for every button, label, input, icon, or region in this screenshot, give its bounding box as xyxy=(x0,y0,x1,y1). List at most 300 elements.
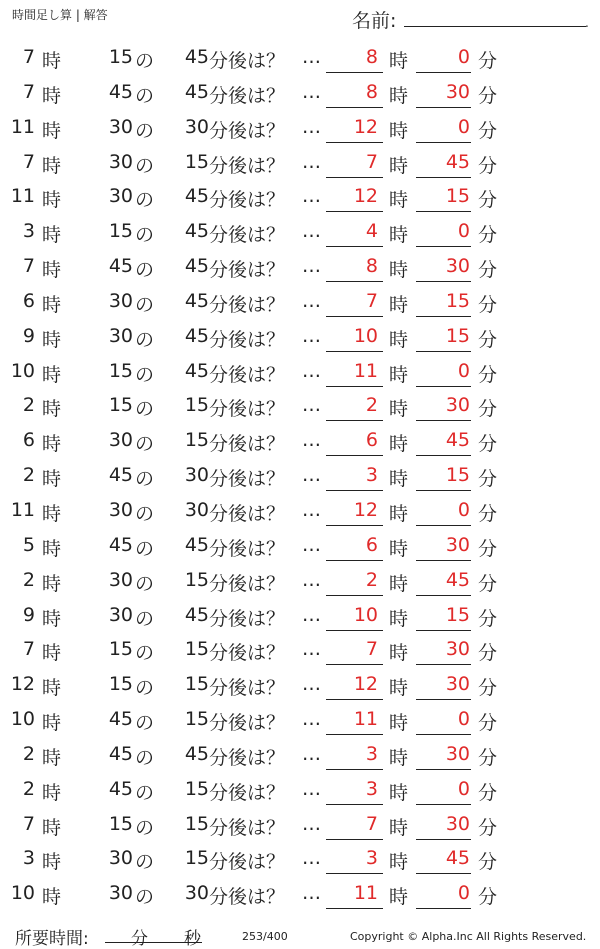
minute-label: 分 xyxy=(478,468,498,491)
answer-hour: 6 xyxy=(365,429,378,452)
hour-label: 時 xyxy=(42,607,62,630)
after-label: 分後は？ xyxy=(209,816,286,839)
problem-row xyxy=(0,40,600,75)
start-minute: 30 xyxy=(108,185,133,208)
answer-hour-line xyxy=(326,455,383,456)
name-field-end: . xyxy=(585,16,589,30)
answer-minute-line xyxy=(416,420,471,421)
particle-label: の xyxy=(135,781,155,804)
hour-label: 時 xyxy=(389,886,409,909)
added-minutes: 45 xyxy=(184,289,209,312)
problem-row xyxy=(0,632,600,667)
answer-minute: 0 xyxy=(457,359,470,382)
ellipsis: … xyxy=(302,498,321,521)
answer-hour: 12 xyxy=(353,498,378,521)
hour-label: 時 xyxy=(42,816,62,839)
ellipsis: … xyxy=(302,847,321,870)
page-number: 253/400 xyxy=(242,930,288,943)
start-minute: 15 xyxy=(108,638,133,661)
added-minutes: 45 xyxy=(184,80,209,103)
after-label: 分後は？ xyxy=(209,84,286,107)
start-minute: 30 xyxy=(108,289,133,312)
answer-hour-line xyxy=(326,769,383,770)
hour-label: 時 xyxy=(389,781,409,804)
added-minutes: 45 xyxy=(184,185,209,208)
problem-row xyxy=(0,667,600,702)
start-hour: 7 xyxy=(22,812,35,835)
hour-label: 時 xyxy=(42,468,62,491)
particle-label: の xyxy=(135,468,155,491)
minute-label: 分 xyxy=(478,886,498,909)
ellipsis: … xyxy=(302,464,321,487)
added-minutes: 45 xyxy=(184,742,209,765)
ellipsis: … xyxy=(302,46,321,68)
answer-minute-line xyxy=(416,769,471,770)
start-minute: 45 xyxy=(108,742,133,765)
ellipsis: … xyxy=(302,394,321,417)
added-minutes: 45 xyxy=(184,46,209,68)
answer-hour-line xyxy=(326,664,383,665)
ellipsis: … xyxy=(302,220,321,243)
added-minutes: 45 xyxy=(184,255,209,278)
start-minute: 45 xyxy=(108,255,133,278)
particle-label: の xyxy=(135,746,155,769)
answer-minute-line xyxy=(416,490,471,491)
start-hour: 9 xyxy=(22,324,35,347)
after-label: 分後は？ xyxy=(209,781,286,804)
answer-minute-line xyxy=(416,246,471,247)
answer-hour: 3 xyxy=(365,777,378,800)
minute-label: 分 xyxy=(478,154,498,177)
answer-hour-line xyxy=(326,525,383,526)
answer-minute-line xyxy=(416,804,471,805)
ellipsis: … xyxy=(302,289,321,312)
start-minute: 30 xyxy=(108,882,133,905)
start-hour: 2 xyxy=(22,777,35,800)
start-minute: 45 xyxy=(108,777,133,800)
answer-hour: 7 xyxy=(365,812,378,835)
start-minute: 45 xyxy=(108,80,133,103)
added-minutes: 15 xyxy=(184,394,209,417)
problem-row xyxy=(0,75,600,110)
ellipsis: … xyxy=(302,708,321,731)
particle-label: の xyxy=(135,398,155,421)
added-minutes: 30 xyxy=(184,882,209,905)
particle-label: の xyxy=(135,363,155,386)
answer-hour: 6 xyxy=(365,533,378,556)
answer-hour-line xyxy=(326,595,383,596)
answer-minute-line xyxy=(416,908,471,909)
after-label: 分後は？ xyxy=(209,572,286,595)
hour-label: 時 xyxy=(389,746,409,769)
hour-label: 時 xyxy=(42,84,62,107)
start-minute: 30 xyxy=(108,324,133,347)
answer-minute-line xyxy=(416,664,471,665)
answer-hour-line xyxy=(326,316,383,317)
hour-label: 時 xyxy=(389,119,409,142)
answer-minute-line xyxy=(416,72,471,73)
hour-label: 時 xyxy=(389,363,409,386)
answer-minute: 0 xyxy=(457,777,470,800)
added-minutes: 30 xyxy=(184,498,209,521)
start-minute: 45 xyxy=(108,708,133,731)
hour-label: 時 xyxy=(42,851,62,874)
ellipsis: … xyxy=(302,324,321,347)
start-hour: 5 xyxy=(22,533,35,556)
answer-minute: 15 xyxy=(445,185,470,208)
answer-minute-line xyxy=(416,351,471,352)
copyright: Copyright © Alpha.Inc All Rights Reserved. xyxy=(350,930,587,943)
ellipsis: … xyxy=(302,359,321,382)
answer-minute-line xyxy=(416,211,471,212)
after-label: 分後は？ xyxy=(209,746,286,769)
start-hour: 6 xyxy=(22,429,35,452)
particle-label: の xyxy=(135,851,155,874)
hour-label: 時 xyxy=(42,502,62,525)
time-required-label: 所要時間: xyxy=(15,929,89,949)
start-hour: 7 xyxy=(22,46,35,68)
start-hour: 10 xyxy=(10,882,35,905)
minute-label: 分 xyxy=(478,398,498,421)
problem-list xyxy=(0,40,600,911)
hour-label: 時 xyxy=(389,607,409,630)
name-field-line[interactable] xyxy=(404,26,586,27)
start-minute: 30 xyxy=(108,568,133,591)
hour-label: 時 xyxy=(42,189,62,212)
hour-label: 時 xyxy=(389,84,409,107)
answer-hour: 10 xyxy=(353,324,378,347)
hour-label: 時 xyxy=(42,886,62,909)
after-label: 分後は？ xyxy=(209,677,286,700)
hour-label: 時 xyxy=(389,816,409,839)
answer-hour-line xyxy=(326,386,383,387)
answer-hour-line xyxy=(326,72,383,73)
start-minute: 30 xyxy=(108,603,133,626)
ellipsis: … xyxy=(302,603,321,626)
answer-hour-line xyxy=(326,177,383,178)
after-label: 分後は？ xyxy=(209,712,286,735)
start-minute: 15 xyxy=(108,46,133,68)
added-minutes: 15 xyxy=(184,708,209,731)
particle-label: の xyxy=(135,433,155,456)
answer-hour-line xyxy=(326,490,383,491)
minute-label: 分 xyxy=(478,642,498,665)
minute-label: 分 xyxy=(478,328,498,351)
answer-hour-line xyxy=(326,630,383,631)
answer-minute: 30 xyxy=(445,812,470,835)
answer-minute-line xyxy=(416,177,471,178)
answer-minute: 0 xyxy=(457,882,470,905)
answer-hour: 4 xyxy=(365,220,378,243)
problem-row xyxy=(0,179,600,214)
minute-label: 分 xyxy=(478,781,498,804)
minute-label: 分 xyxy=(478,746,498,769)
minute-label: 分 xyxy=(478,851,498,874)
start-hour: 6 xyxy=(22,289,35,312)
start-minute: 15 xyxy=(108,394,133,417)
added-minutes: 15 xyxy=(184,150,209,173)
answer-minute-line xyxy=(416,386,471,387)
answer-minute-line xyxy=(416,455,471,456)
start-minute: 15 xyxy=(108,812,133,835)
added-minutes: 15 xyxy=(184,673,209,696)
added-minutes: 15 xyxy=(184,847,209,870)
answer-hour: 8 xyxy=(365,46,378,68)
start-minute: 30 xyxy=(108,115,133,138)
answer-hour: 10 xyxy=(353,603,378,626)
added-minutes: 30 xyxy=(184,115,209,138)
answer-hour-line xyxy=(326,420,383,421)
answer-minute: 45 xyxy=(445,150,470,173)
start-minute: 45 xyxy=(108,533,133,556)
hour-label: 時 xyxy=(42,712,62,735)
answer-minute-line xyxy=(416,107,471,108)
hour-label: 時 xyxy=(42,293,62,316)
start-hour: 3 xyxy=(22,847,35,870)
added-minutes: 45 xyxy=(184,359,209,382)
problem-row xyxy=(0,702,600,737)
answer-minute: 30 xyxy=(445,394,470,417)
problem-row xyxy=(0,423,600,458)
minute-label: 分 xyxy=(478,363,498,386)
ellipsis: … xyxy=(302,255,321,278)
minute-label: 分 xyxy=(478,189,498,212)
ellipsis: … xyxy=(302,777,321,800)
answer-hour-line xyxy=(326,873,383,874)
hour-label: 時 xyxy=(42,746,62,769)
answer-minute: 30 xyxy=(445,533,470,556)
problem-row xyxy=(0,876,600,911)
answer-hour: 7 xyxy=(365,150,378,173)
answer-hour: 3 xyxy=(365,742,378,765)
answer-hour: 7 xyxy=(365,289,378,312)
problem-row xyxy=(0,807,600,842)
answer-hour: 11 xyxy=(353,359,378,382)
minute-label: 分 xyxy=(478,816,498,839)
particle-label: の xyxy=(135,154,155,177)
answer-minute-line xyxy=(416,839,471,840)
problem-row xyxy=(0,145,600,180)
ellipsis: … xyxy=(302,812,321,835)
start-hour: 2 xyxy=(22,394,35,417)
added-minutes: 15 xyxy=(184,777,209,800)
start-minute: 15 xyxy=(108,220,133,243)
after-label: 分後は？ xyxy=(209,50,286,72)
minute-label: 分 xyxy=(478,537,498,560)
answer-minute-line xyxy=(416,560,471,561)
problem-row xyxy=(0,772,600,807)
particle-label: の xyxy=(135,502,155,525)
added-minutes: 45 xyxy=(184,603,209,626)
answer-hour: 12 xyxy=(353,185,378,208)
answer-minute-line xyxy=(416,525,471,526)
answer-hour-line xyxy=(326,246,383,247)
answer-minute: 45 xyxy=(445,429,470,452)
start-hour: 7 xyxy=(22,638,35,661)
ellipsis: … xyxy=(302,882,321,905)
ellipsis: … xyxy=(302,150,321,173)
start-hour: 11 xyxy=(10,115,35,138)
problem-row xyxy=(0,388,600,423)
answer-minute: 0 xyxy=(457,498,470,521)
answer-hour: 7 xyxy=(365,638,378,661)
minute-label: 分 xyxy=(478,502,498,525)
worksheet-title: 時間足し算 | 解答 xyxy=(12,8,108,22)
after-label: 分後は？ xyxy=(209,328,286,351)
minute-label: 分 xyxy=(478,677,498,700)
problem-row xyxy=(0,563,600,598)
hour-label: 時 xyxy=(389,154,409,177)
hour-label: 時 xyxy=(389,677,409,700)
added-minutes: 15 xyxy=(184,638,209,661)
added-minutes: 45 xyxy=(184,324,209,347)
hour-label: 時 xyxy=(42,119,62,142)
answer-minute: 15 xyxy=(445,289,470,312)
answer-hour-line xyxy=(326,142,383,143)
answer-minute-line xyxy=(416,630,471,631)
answer-hour: 2 xyxy=(365,394,378,417)
problem-row xyxy=(0,841,600,876)
answer-minute: 0 xyxy=(457,46,470,68)
answer-minute: 45 xyxy=(445,568,470,591)
particle-label: の xyxy=(135,677,155,700)
answer-hour: 8 xyxy=(365,255,378,278)
after-label: 分後は？ xyxy=(209,468,286,491)
ellipsis: … xyxy=(302,568,321,591)
particle-label: の xyxy=(135,572,155,595)
start-minute: 45 xyxy=(108,464,133,487)
particle-label: の xyxy=(135,189,155,212)
hour-label: 時 xyxy=(42,50,62,72)
problem-row xyxy=(0,214,600,249)
minute-label: 分 xyxy=(478,259,498,282)
ellipsis: … xyxy=(302,80,321,103)
problem-row xyxy=(0,598,600,633)
answer-hour-line xyxy=(326,699,383,700)
answer-hour-line xyxy=(326,908,383,909)
hour-label: 時 xyxy=(389,398,409,421)
hour-label: 時 xyxy=(42,642,62,665)
particle-label: の xyxy=(135,293,155,316)
start-hour: 2 xyxy=(22,568,35,591)
added-minutes: 15 xyxy=(184,812,209,835)
hour-label: 時 xyxy=(389,328,409,351)
start-hour: 3 xyxy=(22,220,35,243)
answer-minute: 15 xyxy=(445,324,470,347)
ellipsis: … xyxy=(302,638,321,661)
ellipsis: … xyxy=(302,533,321,556)
name-label: 名前: xyxy=(352,10,397,32)
problem-row xyxy=(0,319,600,354)
hour-label: 時 xyxy=(42,363,62,386)
hour-label: 時 xyxy=(42,781,62,804)
start-hour: 2 xyxy=(22,742,35,765)
start-minute: 15 xyxy=(108,673,133,696)
start-minute: 30 xyxy=(108,498,133,521)
answer-hour-line xyxy=(326,107,383,108)
hour-label: 時 xyxy=(389,642,409,665)
after-label: 分後は？ xyxy=(209,537,286,560)
problem-row xyxy=(0,284,600,319)
start-minute: 30 xyxy=(108,847,133,870)
answer-hour: 8 xyxy=(365,80,378,103)
hour-label: 時 xyxy=(42,154,62,177)
answer-minute: 30 xyxy=(445,673,470,696)
answer-minute: 30 xyxy=(445,742,470,765)
answer-hour-line xyxy=(326,839,383,840)
hour-label: 時 xyxy=(389,293,409,316)
start-hour: 7 xyxy=(22,80,35,103)
minute-label: 分 xyxy=(478,433,498,456)
hour-label: 時 xyxy=(389,572,409,595)
answer-hour-line xyxy=(326,804,383,805)
particle-label: の xyxy=(135,50,155,72)
problem-row xyxy=(0,458,600,493)
hour-label: 時 xyxy=(389,502,409,525)
particle-label: の xyxy=(135,816,155,839)
answer-minute-line xyxy=(416,281,471,282)
after-label: 分後は？ xyxy=(209,502,286,525)
added-minutes: 15 xyxy=(184,429,209,452)
problem-row xyxy=(0,249,600,284)
hour-label: 時 xyxy=(389,224,409,247)
particle-label: の xyxy=(135,886,155,909)
ellipsis: … xyxy=(302,742,321,765)
minute-label: 分 xyxy=(478,607,498,630)
hour-label: 時 xyxy=(389,259,409,282)
particle-label: の xyxy=(135,537,155,560)
start-minute: 30 xyxy=(108,150,133,173)
answer-minute: 15 xyxy=(445,464,470,487)
time-required-line[interactable] xyxy=(105,942,202,943)
start-hour: 11 xyxy=(10,185,35,208)
after-label: 分後は？ xyxy=(209,224,286,247)
answer-minute: 30 xyxy=(445,638,470,661)
answer-minute-line xyxy=(416,873,471,874)
after-label: 分後は？ xyxy=(209,886,286,909)
particle-label: の xyxy=(135,84,155,107)
answer-hour-line xyxy=(326,560,383,561)
hour-label: 時 xyxy=(42,677,62,700)
answer-minute-line xyxy=(416,699,471,700)
added-minutes: 15 xyxy=(184,568,209,591)
start-minute: 15 xyxy=(108,359,133,382)
particle-label: の xyxy=(135,259,155,282)
start-hour: 7 xyxy=(22,150,35,173)
particle-label: の xyxy=(135,712,155,735)
added-minutes: 30 xyxy=(184,464,209,487)
hour-label: 時 xyxy=(42,224,62,247)
minute-label: 分 xyxy=(478,712,498,735)
answer-hour: 3 xyxy=(365,847,378,870)
problem-row xyxy=(0,354,600,389)
answer-minute: 0 xyxy=(457,708,470,731)
answer-minute: 0 xyxy=(457,220,470,243)
minute-label: 分 xyxy=(478,224,498,247)
answer-hour-line xyxy=(326,211,383,212)
answer-hour: 11 xyxy=(353,882,378,905)
start-hour: 10 xyxy=(10,708,35,731)
after-label: 分後は？ xyxy=(209,189,286,212)
start-hour: 2 xyxy=(22,464,35,487)
problem-row xyxy=(0,737,600,772)
answer-hour-line xyxy=(326,281,383,282)
problem-row xyxy=(0,493,600,528)
ellipsis: … xyxy=(302,185,321,208)
after-label: 分後は？ xyxy=(209,433,286,456)
minute-label: 分 xyxy=(478,119,498,142)
answer-minute-line xyxy=(416,734,471,735)
